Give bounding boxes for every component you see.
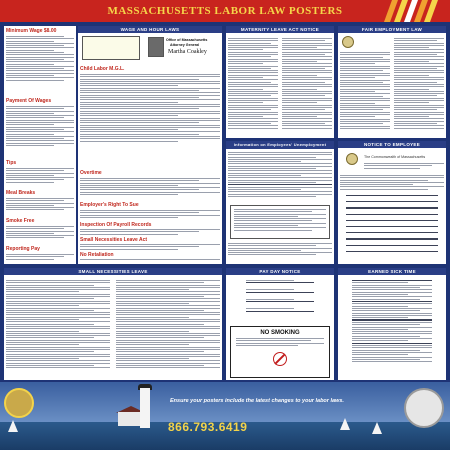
contact-box [82, 36, 140, 60]
pay-day-heading: PAY DAY NOTICE [226, 268, 334, 275]
notice-heading: NOTICE TO EMPLOYEE [338, 141, 446, 148]
text-block [6, 254, 74, 261]
footer-banner [0, 382, 450, 450]
text-block [228, 152, 332, 198]
wage-hour-panel [78, 26, 222, 264]
notice-to-employee-panel [338, 141, 446, 264]
smoke-heading: Smoke Free [6, 218, 35, 224]
fair-employment-heading: FAIR EMPLOYMENT LAW [338, 26, 446, 33]
unemployment-panel [226, 141, 334, 264]
poster-header [0, 0, 450, 22]
small-necessities-panel [4, 268, 222, 380]
left-column-panel [4, 26, 76, 264]
text-block [6, 226, 74, 240]
unemployment-heading: Information on Employees' Unemployment [226, 141, 334, 149]
text-block [6, 36, 74, 82]
wage-hour-heading: WAGE AND HOUR LAWS [78, 26, 222, 33]
notice-subheading: The Commonwealth of Massachusetts [364, 155, 426, 159]
text-block [352, 280, 432, 363]
text-block [228, 243, 332, 257]
meal-heading: Meal Breaks [6, 190, 36, 196]
pay-day-form [246, 280, 314, 318]
sailboat-icon [372, 422, 382, 434]
tips-heading: Tips [6, 160, 17, 166]
text-block [80, 244, 220, 251]
text-block [6, 198, 74, 212]
overtime-heading: Overtime [80, 170, 102, 176]
state-seal-icon [342, 36, 354, 48]
text-block [80, 74, 220, 143]
maternity-leave-panel [226, 26, 334, 138]
child-labor-heading: Child Labor M.G.L. [80, 66, 125, 72]
text-block [228, 38, 278, 130]
sailboat-icon [8, 420, 18, 432]
text-block [394, 38, 444, 130]
text-block [6, 168, 74, 184]
state-seal-icon [346, 153, 358, 165]
department-seal-icon [4, 388, 34, 418]
no-smoking-heading: NO SMOKING [260, 330, 300, 336]
sailboat-icon [340, 418, 350, 430]
text-block [364, 163, 444, 170]
min-wage-heading: Minimum Wage $8.00 [6, 28, 57, 34]
poster-title: MASSACHUSETTS LABOR LAW POSTERS [107, 5, 343, 17]
lighthouse-icon [140, 388, 150, 428]
text-block [80, 259, 220, 261]
retaliation-heading: No Retaliation [80, 252, 114, 258]
commonwealth-seal-icon [404, 388, 444, 428]
text-block [6, 106, 74, 147]
text-block [236, 338, 324, 347]
maternity-heading: MATERNITY LEAVE ACT NOTICE [226, 26, 334, 33]
fair-employment-panel [338, 26, 446, 138]
earned-sick-time-panel [338, 268, 446, 380]
attorney-label: Attorney General [170, 43, 200, 47]
small-necessities-heading: Small Necessities Leave Act [80, 237, 148, 243]
text-block [340, 175, 444, 191]
inspection-heading: Inspection Of Payroll Records [80, 222, 152, 228]
reporting-heading: Reporting Pay [6, 246, 40, 252]
small-necessities-leave-heading: SMALL NECESSITIES LEAVE [4, 268, 222, 275]
no-smoking-icon [273, 352, 287, 366]
attorney-photo [148, 37, 164, 57]
pay-day-panel [226, 268, 334, 380]
text-block [6, 280, 110, 370]
payment-heading: Payment Of Wages [6, 98, 52, 104]
text-block [234, 209, 326, 232]
form-fields [346, 195, 438, 257]
text-block [340, 52, 390, 130]
text-block [80, 210, 220, 219]
text-block [116, 280, 220, 370]
footer-phone[interactable]: 866.793.6419 [168, 420, 248, 434]
office-label: Office of Massachusetts [166, 38, 208, 42]
text-block [282, 38, 332, 130]
attorney-name: Martha Coakley [168, 49, 207, 55]
employers-right-heading: Employer's Right To Sue [80, 202, 139, 208]
text-block [80, 178, 220, 196]
text-block [80, 229, 220, 236]
footer-tagline: Ensure your posters include the latest changes to your labor laws. [170, 398, 344, 404]
sick-time-heading: EARNED SICK TIME [338, 268, 446, 275]
